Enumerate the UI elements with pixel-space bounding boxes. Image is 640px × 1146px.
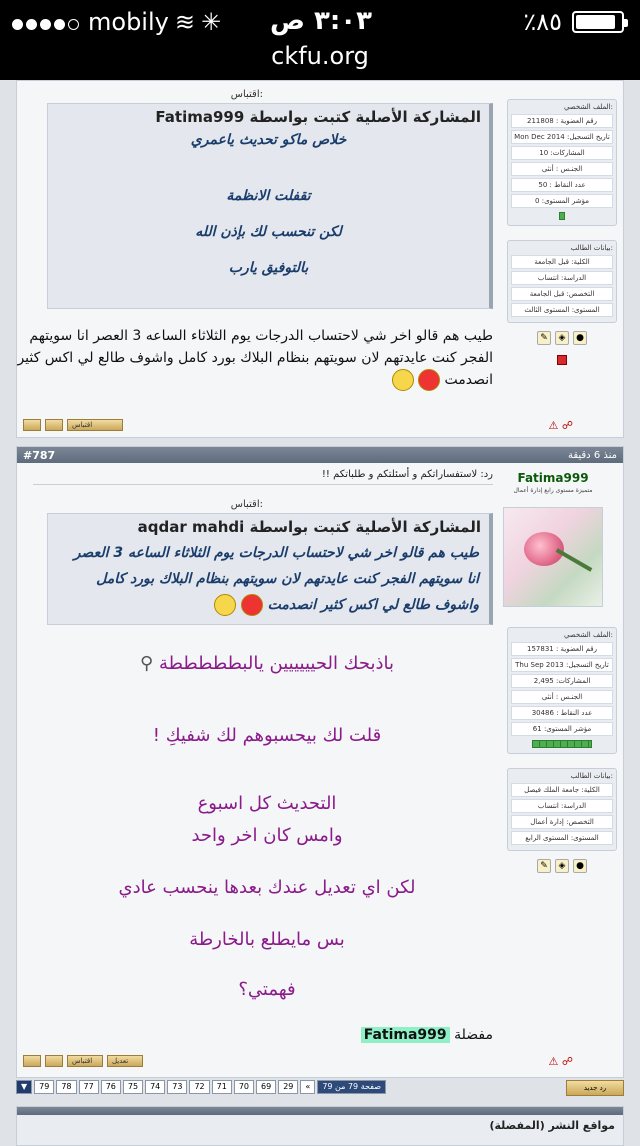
angry-smiley-icon [418,369,440,391]
profile-field: مؤشر المستوى: 0 [511,194,613,208]
favorite-prefix: مفضلة [454,1027,493,1043]
post-title: رد: لاستفساراتكم و أسئلتكم و طلباتكم !! [33,469,493,485]
message-line: قلت لك بيحسبوهم لك شفيكِ ! [152,725,382,746]
student-title: بيانات الطالب: [570,772,613,780]
btn-small[interactable] [45,419,63,431]
avatar[interactable] [503,507,603,607]
post-buttons [23,419,123,431]
page-link[interactable]: 78 [56,1080,76,1094]
page-link[interactable]: 74 [145,1080,165,1094]
profile-field: الجنـس : أنثى [511,690,613,704]
battery-area [523,8,624,36]
angry-smiley-icon [241,594,263,616]
level-bar [559,212,565,220]
carrier-name: mobily [88,8,169,36]
student-field: المستوى: المستوى الرابع [511,831,613,845]
page-link[interactable]: 77 [79,1080,99,1094]
message-line-text: باذبحك الحيييييين يالبطططططة [158,653,394,674]
message-line: التحديث كل اسبوع [197,793,337,814]
page-link[interactable]: 76 [101,1080,121,1094]
post-time: منذ 6 دقيقة [567,449,617,461]
bookmarks-box [16,1106,624,1146]
post [16,446,624,1078]
battery-icon [572,11,624,33]
edit-button[interactable]: تعديل [107,1055,143,1067]
profile-field: مؤشر المستوى: 61 [511,722,613,736]
btn-small[interactable] [23,419,41,431]
message-line [37,653,497,674]
quote-box [47,513,493,625]
page-label: صفحة 79 من 79 [317,1080,386,1094]
profile-field: تاريخ التسجيل: Mon Dec 2014 [511,130,613,144]
post-body [17,325,493,391]
user-profile [507,621,617,873]
profile-field: رقم العضوية : 157831 [511,642,613,656]
bookmarks-title: مواقع النشر (المفضلة) [489,1119,615,1132]
profile-field: عدد النقاط : 50 [511,178,613,192]
quote-button[interactable]: اقتباس [67,1055,103,1067]
profile-field: المشاركات: 2,495 [511,674,613,688]
quote-button[interactable]: اقتباس [67,419,123,431]
student-box [507,240,617,323]
profile-field: المشاركات: 10 [511,146,613,160]
favorite-name[interactable]: Fatima999 [361,1027,450,1043]
shocked-smiley-icon [214,594,236,616]
carrier-area [12,8,221,36]
clock: ٣:٠٣ ص [270,6,373,36]
message-line: فهمتي؟ [238,979,296,1000]
btn-small[interactable] [23,1055,41,1067]
quote-text [48,536,489,622]
badge-icon[interactable]: ◈ [555,331,569,345]
username[interactable]: Fatima999 [517,471,589,485]
quote-line: لكن تنحسب لك بإذن الله [195,224,342,240]
student-field: المستوى: المستوى الثالث [511,303,613,317]
pager-menu-icon[interactable]: ▼ [16,1080,32,1094]
warning-icon[interactable]: ⚠ ☍ [548,1055,573,1068]
student-field: التخصص: إدارة أعمال [511,815,613,829]
bookmarks-header [17,1107,623,1115]
student-field: الدراسة: انتساب [511,271,613,285]
stem-image [556,548,593,571]
medals [507,331,617,345]
post-header [17,447,623,463]
quote-author: المشاركة الأصلية كتبت بواسطة aqdar mahdi [137,518,481,536]
page-link[interactable]: 72 [189,1080,209,1094]
user-profile [507,93,617,375]
quote-line: خلاص ماكو تحديث ياعمري [190,132,347,148]
page-link[interactable]: 73 [167,1080,187,1094]
pencil-icon[interactable]: ✎ [537,859,551,873]
student-field: التخصص: قبل الجامعة [511,287,613,301]
post-body-text: طيب هم قالو اخر شي لاحتساب الدرجات يوم الثلاثاء الساعه 3 العصر انا سويتهم الفجر كنت عايدتهم لان سويتهم بنظام البلاك بورد كامل واشوف طالع لي اكس كثير انصدمت [17,328,493,388]
student-field: الكلية: قبل الجامعة [511,255,613,269]
page-link[interactable]: 69 [256,1080,276,1094]
page-link[interactable]: 79 [34,1080,54,1094]
quote-text-content: طيب هم قالو اخر شي لاحتساب الدرجات يوم الثلاثاء الساعه 3 العصر انا سويتهم الفجر كنت عايدتهم لان سويتهم بنظام البلاك بورد كامل واشوف طالع لي اكس كثير انصدمت [73,545,479,613]
page-link[interactable]: « [300,1080,315,1094]
student-field: الكلية: جامعة الملك فيصل [511,783,613,797]
page-link[interactable]: 29 [278,1080,298,1094]
quote-label: اقتباس: [230,89,263,100]
hanging-smiley-icon: ⚲ [140,653,154,674]
btn-small[interactable] [45,1055,63,1067]
profile-title: الملف الشخصي: [563,631,613,639]
wifi-icon: ≋ [174,8,195,36]
favorite-label [361,1027,493,1043]
profile-box [507,627,617,754]
pagination [16,1080,386,1096]
message-line: لكن اي تعديل عندك بعدها ينحسب عادي [118,877,416,898]
student-field: الدراسة: انتساب [511,799,613,813]
message-line: بس مايطلع بالخارطة [189,929,345,950]
shocked-smiley-icon [392,369,414,391]
profile-field: عدد النقاط : 30486 [511,706,613,720]
loading-icon: ✳ [200,8,222,36]
signal-icon [12,8,82,36]
page-link[interactable]: 75 [123,1080,143,1094]
page-link[interactable]: 71 [212,1080,232,1094]
post [16,80,624,438]
pencil-icon[interactable]: ✎ [537,331,551,345]
profile-title: الملف الشخصي: [563,103,613,111]
address-bar[interactable]: ckfu.org [271,42,369,70]
quote-box [47,103,493,309]
message-line: وامس كان اخر واحد [191,825,343,846]
profile-field: رقم العضوية : 211808 [511,114,613,128]
medal-icon[interactable]: ● [573,859,587,873]
medals [507,859,617,873]
quote-line: بالتوفيق يارب [228,260,309,276]
battery-percent: ٪٨٥ [523,8,562,36]
quote-author: المشاركة الأصلية كتبت بواسطة Fatima999 [155,108,481,126]
medal-icon[interactable]: ● [573,331,587,345]
profile-field: الجنـس : أنثى [511,162,613,176]
post-number[interactable]: #787 [23,448,56,462]
quote-line: تقفلت الانظمة [226,188,311,204]
badge-icon[interactable]: ◈ [555,859,569,873]
report-icon[interactable] [557,355,567,365]
quote-label: اقتباس: [230,499,263,510]
profile-box [507,99,617,226]
status-bar [0,0,640,80]
warning-icon[interactable]: ⚠ ☍ [548,419,573,432]
new-reply-button[interactable]: رد جديد [566,1080,624,1096]
page-link[interactable]: 70 [234,1080,254,1094]
student-title: بيانات الطالب: [570,244,613,252]
profile-field: تاريخ التسجيل: Thu Sep 2013 [511,658,613,672]
student-box [507,768,617,851]
user-title: متميزة مستوى رابع إدارة أعمال [513,487,593,494]
post-buttons [23,1055,143,1067]
level-bar [532,740,592,748]
